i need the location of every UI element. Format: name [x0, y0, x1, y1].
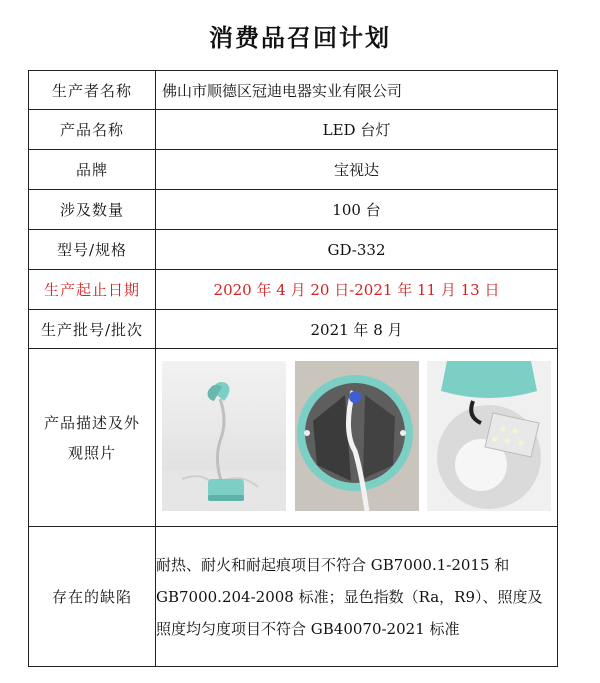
brand-label: 品牌 [29, 150, 156, 190]
defect-label: 存在的缺陷 [29, 527, 156, 667]
row-batch [29, 310, 558, 349]
batch-value: 2021 年 8 月 [156, 310, 558, 349]
batch-label: 生产批号/批次 [29, 310, 156, 349]
brand-value: 宝视达 [156, 150, 558, 190]
page-title: 消费品召回计划 [209, 23, 391, 52]
row-brand [29, 150, 558, 190]
production-dates-value: 2020 年 4 月 20 日-2021 年 11 月 13 日 [156, 270, 558, 310]
model-label: 型号/规格 [29, 230, 156, 270]
product-name-value: LED 台灯 [156, 110, 558, 150]
row-photos [29, 349, 558, 527]
manufacturer-label: 生产者名称 [29, 71, 156, 110]
production-dates-label: 生产起止日期 [29, 270, 156, 310]
photo-strip [156, 361, 557, 511]
product-name-label: 产品名称 [29, 110, 156, 150]
quantity-label: 涉及数量 [29, 190, 156, 230]
row-quantity [29, 190, 558, 230]
lamp-photo [162, 361, 286, 511]
photo-label [29, 349, 156, 527]
recall-table [28, 70, 558, 667]
model-value: GD-332 [156, 230, 558, 270]
row-defect [29, 527, 558, 667]
row-model [29, 230, 558, 270]
defect-text: 耐热、耐火和耐起痕项目不符合 GB7000.1-2015 和 GB7000.204-2008 标准；显色指数（Ra，R9）、照度及照度均匀度项目不符合 GB40070-2021 标准 [156, 527, 558, 667]
led-board-photo [427, 361, 551, 511]
row-product-name [29, 110, 558, 150]
lamp-base-interior-photo [295, 361, 419, 511]
row-manufacturer [29, 71, 558, 110]
photo-label-text: 产品描述及外观照片 [43, 413, 140, 462]
manufacturer-value: 佛山市顺德区冠迪电器实业有限公司 [156, 71, 558, 110]
quantity-value: 100 台 [156, 190, 558, 230]
photo-cell [156, 349, 558, 527]
row-production-dates [29, 270, 558, 310]
